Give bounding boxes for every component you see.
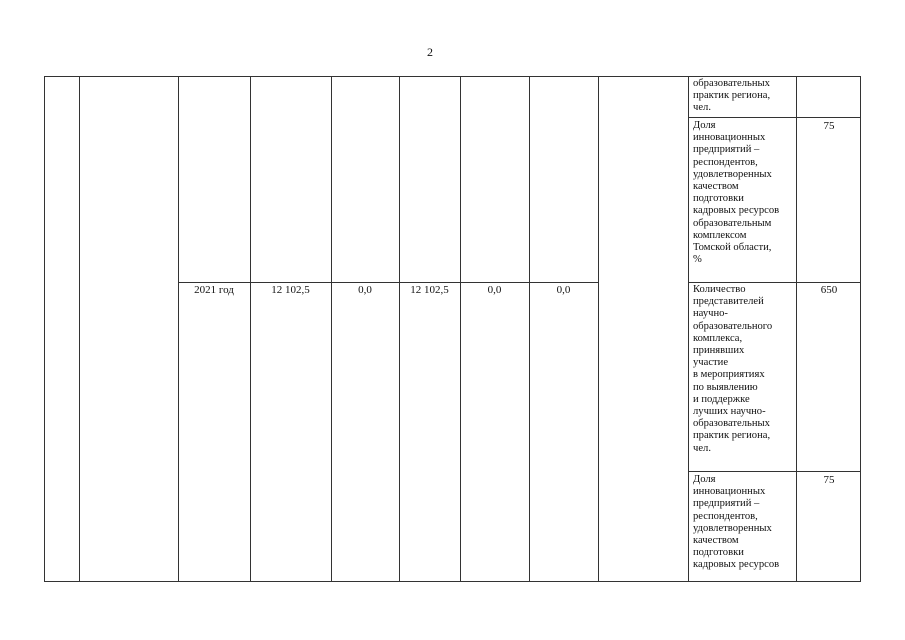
year-row-divider (178, 282, 598, 283)
target-value: 75 (823, 120, 835, 132)
indicator-text (693, 78, 795, 115)
indicator-text (693, 284, 795, 455)
col-line (331, 76, 332, 581)
year-cell: 2021 год (194, 284, 234, 296)
col-line (460, 76, 461, 581)
table-bottom-border (44, 581, 861, 582)
col-line (44, 76, 45, 581)
indicator-line: кадровых ресурсов (693, 559, 780, 571)
value-cell: 0,0 (487, 284, 502, 296)
target-value: 75 (823, 474, 835, 486)
indicator-line: кадровых ресурсов (693, 205, 780, 217)
indicator-line: удовлетворенных (693, 522, 772, 534)
indicator-line: удовлетворенных (693, 168, 772, 180)
indicator-line: подготовки (693, 547, 744, 559)
indicator-line: Томской области, (693, 242, 772, 254)
table-top-border (44, 76, 861, 77)
col-line (250, 76, 251, 581)
indicator-line: образовательного (693, 320, 773, 332)
value-cell: 12 102,5 (410, 284, 449, 296)
indicator-line: респондентов, (693, 510, 758, 522)
indicator-line: образовательных (693, 78, 770, 89)
indicator-line: практик региона, (693, 430, 771, 442)
indicator-line: комплексом (693, 229, 747, 241)
indicator-text (693, 120, 795, 266)
indicator-line: научно- (693, 308, 728, 320)
target-value: 650 (820, 284, 838, 296)
indicator-divider (688, 117, 861, 118)
indicator-line: образовательным (693, 217, 772, 229)
indicator-line: образовательных (693, 418, 770, 430)
indicator-line: практик региона, (693, 90, 771, 102)
indicator-divider (688, 471, 861, 472)
indicator-line: комплекса, (693, 332, 743, 344)
indicator-line: и поддержке (693, 393, 750, 405)
indicator-line: лучших научно- (693, 406, 766, 418)
indicator-line: принявших (693, 345, 745, 357)
indicator-line: участие (693, 357, 729, 369)
col-line (529, 76, 530, 581)
indicator-line: Доля (693, 474, 716, 485)
indicator-divider (688, 282, 861, 283)
indicator-line: инновационных (693, 132, 766, 144)
indicator-line: респондентов, (693, 156, 758, 168)
col-line (688, 76, 689, 581)
col-line (399, 76, 400, 581)
col-line (796, 76, 797, 581)
indicator-line: в мероприятиях (693, 369, 765, 381)
indicator-line: качеством (693, 181, 739, 193)
indicator-line: чел. (693, 102, 711, 114)
value-cell: 0,0 (556, 284, 571, 296)
indicator-line: подготовки (693, 193, 744, 205)
indicator-line: предприятий – (693, 144, 760, 156)
col-line (598, 76, 599, 581)
indicator-line: Количество (693, 284, 746, 295)
col-line (860, 76, 861, 581)
indicator-line: по выявлению (693, 381, 758, 393)
col-line (79, 76, 80, 581)
page-number: 2 (427, 45, 433, 59)
indicator-line: качеством (693, 535, 739, 547)
indicator-line: предприятий – (693, 498, 760, 510)
indicator-line: Доля (693, 120, 716, 131)
indicator-line: представителей (693, 296, 764, 308)
indicator-line: % (693, 254, 702, 266)
indicator-text (693, 474, 795, 572)
value-cell: 12 102,5 (271, 284, 310, 296)
value-cell: 0,0 (358, 284, 372, 296)
col-line (178, 76, 179, 581)
indicator-line: чел. (693, 442, 711, 454)
indicator-line: инновационных (693, 486, 766, 498)
